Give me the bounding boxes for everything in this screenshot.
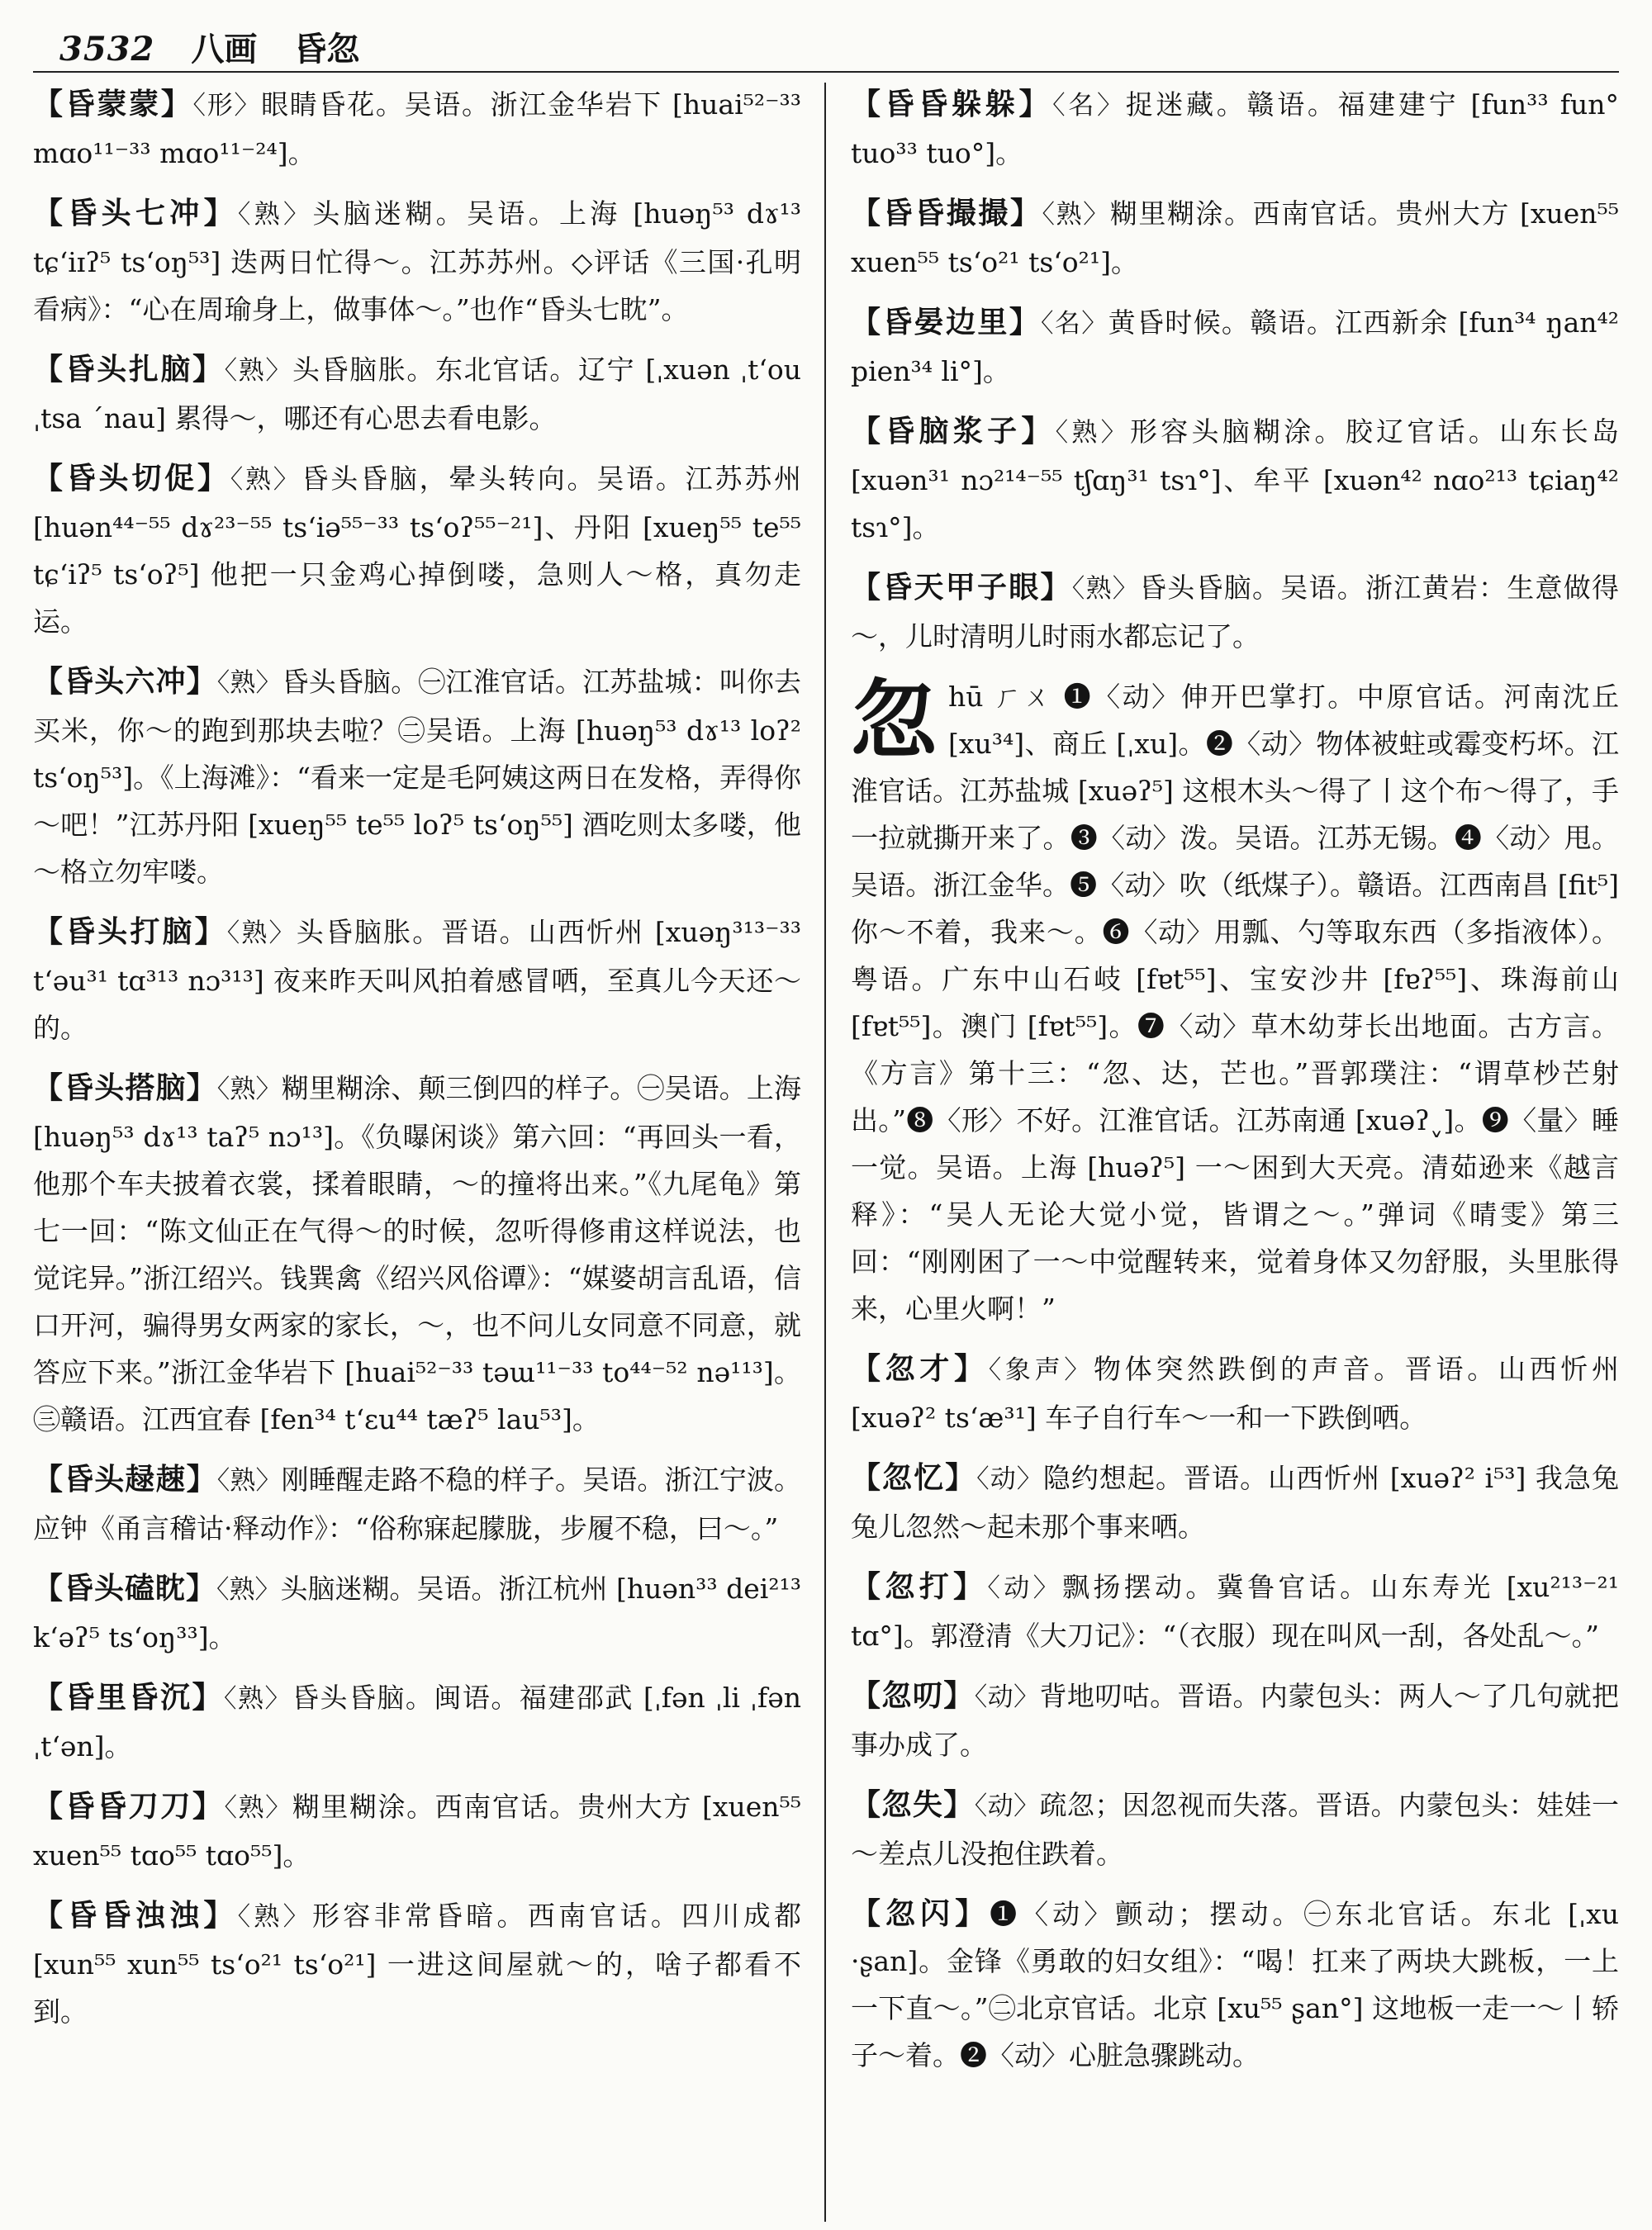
dictionary-entry [851,408,1619,551]
entry-definition: 刚睡醒走路不稳的样子。吴语。浙江宁波。应钟《甬言稽诂·释动作》：“俗称寐起朦胧，步履不稳，曰～。” [33,1464,801,1544]
entry-headword: 【昏蒙蒙】 [33,87,193,121]
entry-definition: 昏头昏脑，晕头转向。吴语。江苏苏州 [huən⁴⁴⁻⁵⁵ dɤ²³⁻⁵⁵ ts‘iə⁵⁵⁻³³ ts‘oʔ⁵⁵⁻²¹]、丹阳 [xueŋ⁵⁵ te⁵⁵ tɕ‘iʔ⁵ ts‘oʔ⁵] 他把一只金鸡心掉倒喽，急则人～格，真勿走运。 [33,463,802,638]
entry-definition: 糊里糊涂。西南官话。贵州大方 [xuen⁵⁵ xuen⁵⁵ tɑo⁵⁵ tɑo⁵⁵]。 [33,1791,801,1872]
entry-part-of-speech: 〈熟〉 [224,1793,292,1823]
dictionary-entry [33,658,801,895]
entry-definition: 昏头昏脑。㊀江淮官话。江苏盐城：叫你去买米，你～的跑到那块去啦？㊁吴语。上海 [huəŋ⁵³ dɤ¹³ loʔ² ts‘oŋ⁵³]。《上海滩》：“看来一定是毛阿姨这两日在发格，弄得你～吧！”江苏丹阳 [xueŋ⁵⁵ te⁵⁵ loʔ⁵ ts‘oŋ⁵⁵] 酒吃则太多喽，他～格立勿牢喽。 [33,666,802,888]
entry-part-of-speech: 〈熟〉 [237,200,313,230]
entry-definition: 飘扬摆动。冀鲁官话。山东寿光 [xu²¹³⁻²¹ tɑ°]。郭澄清《大刀记》：“（衣服）现在叫风一刮，各处乱～。” [851,1571,1620,1652]
entry-definition: 头脑迷糊。吴语。上海 [huəŋ⁵³ dɤ¹³ tɕ‘iɪʔ⁵ ts‘oŋ⁵³] 迭两日忙得～。江苏苏州。◇评话《三国·孔明看病》：“心在周瑜身上，做事体～。”也作“昏头七眈”。 [33,197,802,325]
entry-headword: 【昏头趢趚】 [33,1462,217,1497]
entry-headword: 【昏昏浊浊】 [33,1898,238,1933]
dictionary-entry [851,299,1619,395]
entry-headword: 【昏昏刀刀】 [33,1789,225,1824]
entry-definition: 眼睛昏花。吴语。浙江金华岩下 [huai⁵²⁻³³ mɑo¹¹⁻³³ mɑo¹¹⁻²⁴]。 [33,88,801,169]
entry-headword: 【昏天甲子眼】 [851,570,1072,605]
dictionary-entry [851,1782,1619,1877]
entry-headword: 【忽才】 [851,1351,989,1386]
entry-part-of-speech: 〈熟〉 [1055,418,1130,448]
entry-part-of-speech: 〈熟〉 [224,356,292,386]
entry-headword: 【昏头七冲】 [33,196,238,230]
entry-part-of-speech: 〈熟〉 [216,1466,282,1496]
dictionary-entry [851,1345,1619,1441]
entry-definition: 头脑迷糊。吴语。浙江杭州 [huən³³ dei²¹³ k‘əʔ⁵ ts‘oŋ³³]。 [33,1573,802,1654]
entry-part-of-speech: 〈熟〉 [1042,200,1110,230]
dictionary-entry [33,346,801,442]
entry-definition: 物体突然跌倒的声音。晋语。山西忻州 [xuəʔ² ts‘æ³¹] 车子自行车～一和一下跌倒哂。 [851,1353,1619,1434]
header-chars: 昏忽 [293,30,360,69]
dictionary-entry [851,1891,1619,2079]
dictionary-entry [33,455,801,645]
right-column [851,81,1619,2092]
running-head [59,23,359,73]
dictionary-entry [33,81,801,177]
dictionary-entry [33,1565,801,1661]
dictionary-entry [33,190,801,333]
page-number: 3532 [59,30,155,69]
section-label: 八画 [191,30,258,69]
entry-definition: 糊里糊涂。西南官话。贵州大方 [xuen⁵⁵ xuen⁵⁵ ts‘o²¹ ts‘o²¹]。 [851,197,1619,278]
entry-headword: 【昏昏撮撮】 [851,196,1042,230]
entry-part-of-speech: 〈熟〉 [237,1902,312,1932]
entry-part-of-speech: 〈名〉 [1052,91,1126,121]
entry-part-of-speech: 〈熟〉 [230,465,301,495]
entry-part-of-speech: 〈熟〉 [216,1575,281,1605]
entry-definition: 捉迷藏。赣语。福建建宁 [fun³³ fun° tuo³³ tuo°]。 [851,88,1619,169]
entry-headword: 【忽闪】 [851,1896,990,1931]
dictionary-entry [33,1783,801,1879]
entry-headword: 【昏头六冲】 [33,664,217,699]
left-column [33,81,801,2048]
entry-definition: 疏忽；因忽视而失落。晋语。内蒙包头：娃娃一～差点儿没抱住跌着。 [851,1789,1619,1870]
entry-part-of-speech: 〈动〉 [987,1573,1062,1603]
entry-part-of-speech: 〈象声〉 [988,1355,1094,1385]
entry-headword: 【忽打】 [851,1569,988,1604]
dictionary-entry [33,1065,801,1443]
dictionary-entry [851,564,1619,660]
entry-definition: 黄昏时候。赣语。江西新余 [fun³⁴ ŋan⁴² pien³⁴ li°]。 [851,306,1620,387]
entry-definition: 昏头昏脑。闽语。福建邵武 [ˌfən ˌli ˌfən ˌt‘ən]。 [33,1682,801,1763]
entry-definition: hū ㄏㄨ ❶〈动〉伸开巴掌打。中原官话。河南沈丘 [xu³⁴]、商丘 [ˌxu]。❷〈动〉物体被蛀或霉变朽坏。江淮官话。江苏盐城 [xuəʔ⁵] 这根木头～得了丨这个布～得了，手一拉就撕开来了。❸〈动〉泼。吴语。江苏无锡。❹〈动〉甩。吴语。浙江金华。❺〈动〉吹（纸煤子）。赣语。江西南昌 [fit⁵] 你～不着，我来～。❻〈动〉用瓢、勺等取东西（多指液体）。粤语。广东中山石岐 [fɐt⁵⁵]、宝安沙井 [fɐʔ⁵⁵]、珠海前山 [fɐt⁵⁵]。澳门 [fɐt⁵⁵]。❼〈动〉草木幼芽长出地面。古方言。《方言》第十三：“忽、达，芒也。”晋郭璞注：“谓草杪芒射出。”❽〈形〉不好。江淮官话。江苏南通 [xuəʔˬ]。❾〈量〉睡一觉。吴语。上海 [huəʔ⁵] 一～困到大天亮。清茹逊来《越言释》：“吴人无论大觉小觉，皆谓之～。”弹词《晴雯》第三回：“刚刚困了一～中觉醒转来，觉着身体又勿舒服，头里胀得来，心里火啊！” [851,681,1619,1325]
entry-part-of-speech: 〈形〉 [192,91,262,121]
entry-headword: 【昏头搭脑】 [33,1070,217,1105]
entry-headword: 【昏里昏沉】 [33,1680,224,1715]
entry-part-of-speech: 〈熟〉 [223,1684,292,1714]
dictionary-entry [851,190,1619,286]
entry-definition: 背地叨咕。晋语。内蒙包头：两人～了几句就把事办成了。 [851,1680,1619,1761]
entry-part-of-speech: 〈名〉 [1041,309,1108,339]
dictionary-entry [33,1892,801,2035]
entry-headword: 【昏头磕眈】 [33,1571,217,1606]
dictionary-entry [851,1563,1619,1659]
entry-part-of-speech: 〈熟〉 [216,668,282,698]
entry-definition: 隐约想起。晋语。山西忻州 [xuəʔ² i⁵³] 我急兔兔儿忽然～起未那个事来哂。 [851,1462,1620,1543]
entry-definition: 糊里糊涂、颠三倒四的样子。㊀吴语。上海 [huəŋ⁵³ dɤ¹³ taʔ⁵ nɔ¹³]。《负曝闲谈》第六回：“再回头一看，他那个车夫披着衣裳，揉着眼睛，～的撞将出来。”《九尾龟》第七一回：“陈文仙正在气得～的时候，忽听得修甫这样说法，也觉诧异。”浙江绍兴。钱巽禽《绍兴风俗谭》：“媒婆胡言乱语，信口开河，骗得男女两家的家长，～，也不问儿女同意不同意，就答应下来。”浙江金华岩下 [huai⁵²⁻³³ təɯ¹¹⁻³³ to⁴⁴⁻⁵² nə¹¹³]。㊂赣语。江西宜春 [fen³⁴ t‘ɛu⁴⁴ tæʔ⁵ lau⁵³]。 [33,1072,801,1435]
dictionary-entry [851,81,1619,177]
dictionary-entry [33,1456,801,1552]
entry-part-of-speech: 〈熟〉 [226,918,297,948]
entry-definition: 形容头脑糊涂。胶辽官话。山东长岛 [xuən³¹ nɔ²¹⁴⁻⁵⁵ tʃɑŋ³¹ tsɿ°]、牟平 [xuən⁴² nɑo²¹³ tɕiaŋ⁴² tsɿ°]。 [851,415,1619,543]
entry-part-of-speech: 〈动〉 [974,1682,1040,1712]
dictionary-entry [851,669,1619,1332]
entry-headword: 【忽叨】 [851,1678,975,1713]
entry-character: 忽 [851,669,938,771]
entry-headword: 【昏头扎脑】 [33,352,225,387]
column-divider [824,83,826,2222]
entry-definition: ❶〈动〉颤动；摆动。㊀东北官话。东北 [ˌxu ·ʂan]。金锋《勇敢的妇女组》：“喝！扛来了两块大跳板，一上一下直～。”㊁北京官话。北京 [xu⁵⁵ ʂan°] 这地板一走一～丨轿子～着。❷〈动〉心脏急骤跳动。 [851,1898,1619,2071]
entry-headword: 【昏头打脑】 [33,914,227,949]
entry-part-of-speech: 〈动〉 [974,1791,1040,1821]
entry-part-of-speech: 〈熟〉 [1071,574,1139,604]
header-rule [33,71,1619,73]
entry-definition: 头昏脑胀。东北官话。辽宁 [ˌxuən ˌt‘ou ˌtsa ˊnau] 累得～，哪还有心思去看电影。 [33,353,801,434]
dictionary-entry [33,909,801,1051]
entry-definition: 昏头昏脑。吴语。浙江黄岩：生意做得～，儿时清明儿时雨水都忘记了。 [851,572,1619,652]
entry-headword: 【昏脑浆子】 [851,414,1056,448]
entry-headword: 【忽失】 [851,1787,975,1822]
entry-headword: 【昏头切促】 [33,461,230,496]
entry-definition: 形容非常昏暗。西南官话。四川成都 [xun⁵⁵ xun⁵⁵ ts‘o²¹ ts‘o²¹] 一进这间屋就～的，啥子都看不到。 [33,1900,801,2028]
dictionary-entry [851,1454,1619,1550]
entry-headword: 【昏昏躲躲】 [851,87,1053,121]
entry-part-of-speech: 〈动〉 [976,1464,1043,1494]
dictionary-entry [33,1674,801,1770]
entry-definition: 头昏脑胀。晋语。山西忻州 [xuəŋ³¹³⁻³³ t‘əu³¹ tɑ³¹³ nɔ³¹³] 夜来昨天叫风拍着感冒哂，至真儿今天还～的。 [33,916,801,1044]
entry-headword: 【昏晏边里】 [851,305,1042,339]
dictionary-entry [851,1672,1619,1768]
entry-headword: 【忽忆】 [851,1460,977,1495]
entry-part-of-speech: 〈熟〉 [216,1075,282,1104]
